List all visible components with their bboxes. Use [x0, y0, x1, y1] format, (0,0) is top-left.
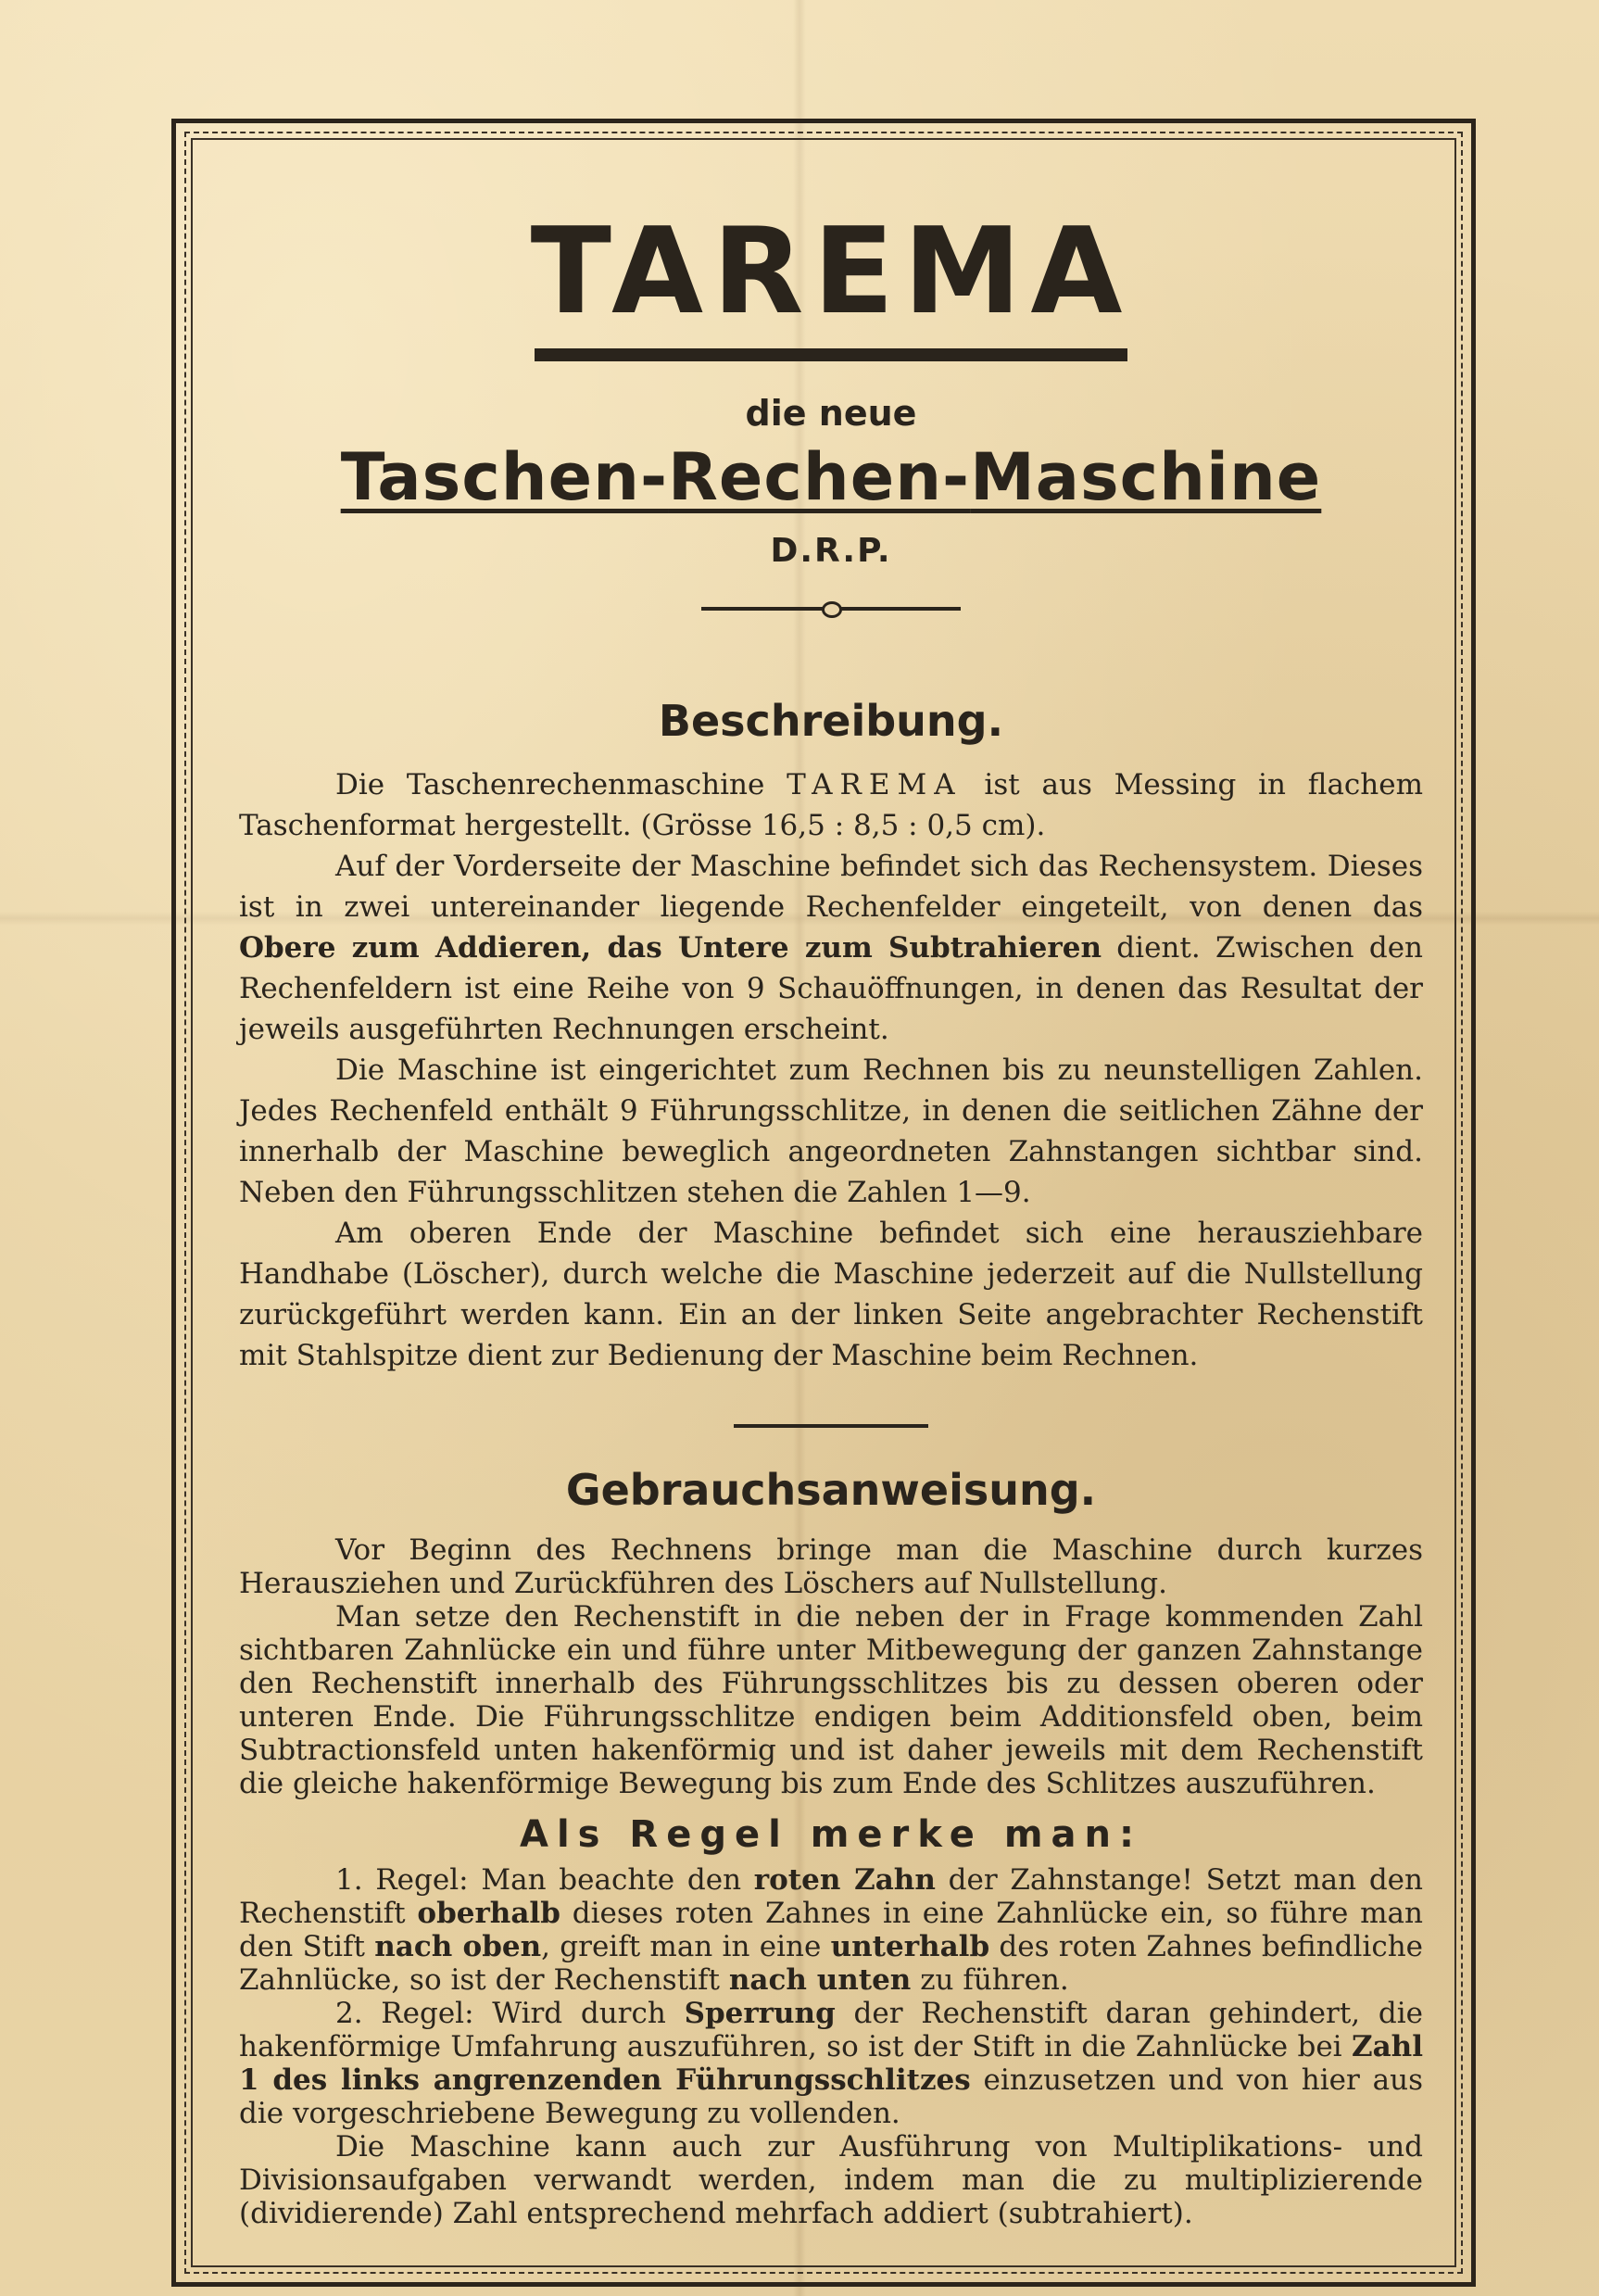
rule-2: 2. Regel: Wird durch Sperrung der Rechenstift daran gehindert, die hakenförmige Umfahrung auszuführen, so ist der Stift in die Zahnlücke bei Zahl 1 des links angrenzenden Führungsschlitzes einzusetzen und von hier aus die vorgeschriebene Bewegung zu vollenden.	[239, 1997, 1423, 2130]
product-part-1: Taschen-	[340, 439, 669, 515]
paragraph: Die Maschine ist eingerichtet zum Rechnen bis zu neunstelligen Zahlen. Jedes Rechenfeld enthält 9 Führungsschlitze, in denen die seitlichen Zähne der innerhalb der Maschine beweglich angeordneten Zahnstangen sichtbar sind. Neben den Führungsschlitzen stehen die Zahlen 1—9.	[239, 1053, 1423, 1209]
product-part-3: Maschine	[970, 439, 1322, 515]
title-underline	[535, 348, 1127, 361]
paragraph: Man setze den Rechenstift in die neben der in Frage kommenden Zahl sichtbaren Zahnlücke ein und führe unter Mitbewegung der ganzen Zahnstange den Rechenstift innerhalb des Führungsschlitzes bis zu dessen oberen oder unteren Ende. Die Führungsschlitze endigen beim Additionsfeld oben, beim Subtractionsfeld unten hakenförmig und ist daher jeweils mit dem Rechenstift die gleiche hakenförmige Bewegung bis zum Ende des Schlitzes auszuführen.	[239, 1600, 1423, 1800]
patent-mark: D.R.P.	[770, 532, 892, 570]
section-heading-beschreibung: Beschreibung.	[658, 696, 1004, 746]
section-heading-gebrauchsanweisung: Gebrauchsanweisung.	[565, 1465, 1097, 1515]
product-name	[239, 439, 1423, 515]
brand-inline: TAREMA	[787, 768, 963, 801]
section-divider	[734, 1424, 928, 1428]
paragraph: Vor Beginn des Rechnens bringe man die Maschine durch kurzes Herausziehen und Zurückführen des Löschers auf Nullstellung.	[239, 1533, 1423, 1600]
product-part-2: Rechen-	[668, 439, 971, 515]
paragraph: Die Maschine kann auch zur Ausführung von Multiplikations- und Divisionsaufgaben verwandt werden, indem man die zu multiplizierende (dividierende) Zahl entsprechend mehrfach addiert (subtrahiert).	[239, 2130, 1423, 2230]
paragraph: Die Taschenrechenmaschine TAREMA ist aus Messing in flachem Taschenformat hergestellt. (Grösse 16,5 : 8,5 : 0,5 cm).	[239, 768, 1423, 842]
document-body	[239, 203, 1424, 2230]
rule-1: 1. Regel: Man beachte den roten Zahn der Zahnstange! Setzt man den Rechenstift oberhalb dieses roten Zahnes in eine Zahnlücke ein, so führe man den Stift nach oben, greift man in eine unterhalb des roten Zahnes befindliche Zahnlücke, so ist der Rechenstift nach unten zu führen.	[239, 1863, 1423, 1997]
rule-heading: Als Regel merke man:	[520, 1813, 1142, 1856]
paragraph: Auf der Vorderseite der Maschine befindet sich das Rechensystem. Dieses ist in zwei untereinander liegende Rechenfelder eingeteilt, von denen das Obere zum Addieren, das Untere zum Subtrahieren dient. Zwischen den Rechenfeldern ist eine Reihe von 9 Schauöffnungen, in denen das Resultat der jeweils ausgeführten Rechnungen erscheint.	[239, 850, 1424, 1046]
brand-title: TAREMA	[530, 203, 1132, 341]
subtitle: die neue	[745, 393, 917, 434]
paragraph: Am oberen Ende der Maschine befindet sich eine herausziehbare Handhabe (Löscher), durch welche die Maschine jederzeit auf die Nullstellung zurückgeführt werden kann. Ein an der linken Seite angebrachter Rechenstift mit Stahlspitze dient zur Bedienung der Maschine beim Rechnen.	[239, 1217, 1423, 1372]
ornament-divider	[701, 607, 961, 611]
